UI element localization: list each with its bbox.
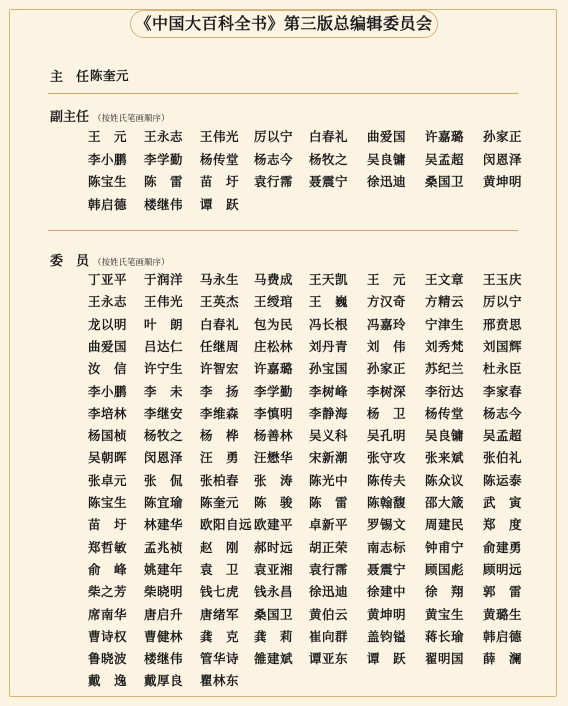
member-name: 黄坤明 [367,606,407,622]
vice-chair-name: 王 元 [88,129,128,144]
member-name: 任继周 [200,338,240,354]
vice-chair-name: 杨志今 [254,151,294,167]
member-name: 钱七虎 [200,584,240,600]
vice-chair-name: 王伟光 [200,129,240,144]
member-name: 马费成 [254,272,294,287]
member-name: 吴良镛 [425,428,465,444]
vice-chair-name: 楼继伟 [144,196,184,212]
member-name: 陈 雷 [309,495,349,510]
member-name: 龙以明 [88,316,128,332]
member-name: 李家春 [483,383,523,399]
member-name: 钟甫宁 [425,539,465,555]
member-name: 刘秀梵 [425,338,465,354]
member-name: 曲爱国 [88,338,128,354]
members-label-text: 委 员 [50,254,90,269]
member-name: 席南华 [88,606,128,622]
member-name: 吴朝晖 [88,450,128,466]
member-name: 谭亚东 [309,651,349,667]
vice-chair-name: 杨牧之 [309,151,349,167]
member-name: 苏纪兰 [425,361,465,377]
member-name: 杨 卫 [367,405,407,421]
member-name: 戴 逸 [88,673,128,689]
member-name: 李衍达 [425,383,465,399]
member-name: 张 侃 [144,472,184,488]
member-name: 李学勤 [254,383,294,399]
member-name: 王天凯 [309,272,349,287]
member-name: 闵恩泽 [144,450,184,466]
member-name: 马永生 [200,272,240,287]
vice-chair-name: 曲爱国 [367,129,407,144]
vice-chair-name: 谭 跃 [200,196,240,212]
member-name: 李维森 [200,405,240,421]
member-name: 赵 刚 [200,539,240,555]
vice-chairs-label-text: 副主任 [50,110,90,125]
member-name: 杨国桢 [88,428,128,444]
vice-chair-name: 陈宝生 [88,174,128,189]
member-name: 厉以宁 [483,294,523,310]
vice-chair-name: 李学勤 [144,151,184,167]
member-name: 柴晓明 [144,584,184,600]
member-name: 刘 伟 [367,338,407,354]
member-name: 雒建斌 [254,651,294,667]
member-name: 李树深 [367,383,407,399]
member-name: 唐启升 [144,606,184,622]
vice-chair-name: 黄坤明 [483,174,523,189]
member-name: 郭 雷 [483,584,523,600]
member-name: 徐建中 [367,584,407,600]
member-name: 吕达仁 [144,338,184,354]
member-name: 包为民 [254,316,294,332]
member-name: 卓新平 [309,517,349,533]
vice-chair-name: 陈 雷 [144,174,184,189]
member-name: 汪 勇 [200,450,240,466]
member-name: 郝时远 [254,539,294,555]
member-name: 许宁生 [144,361,184,377]
vice-chair-name: 吴良镛 [367,151,407,167]
member-name: 王文章 [425,272,465,287]
member-name: 瞿林东 [200,673,240,689]
member-name: 桑国卫 [254,606,294,622]
member-name: 方精云 [425,294,465,310]
vice-chair-name: 许嘉璐 [425,129,465,144]
member-name: 南志标 [367,539,407,555]
member-name: 叶 朗 [144,316,184,332]
members-note: （按姓氏笔画顺序） [93,258,170,268]
member-name: 陈传夫 [367,472,407,488]
member-name: 唐绪军 [200,606,240,622]
member-name: 汝 信 [88,361,128,377]
member-name: 袁行霈 [309,561,349,577]
member-name: 白春礼 [200,316,240,332]
chair-label [50,66,89,85]
member-name: 陈宝生 [88,495,128,510]
member-name: 陈运泰 [483,472,523,488]
vice-chair-name: 袁行霈 [254,174,294,189]
member-name: 陈光中 [309,472,349,488]
member-name: 林建华 [144,517,184,533]
member-name: 曹诗权 [88,628,128,644]
member-name: 冯嘉玲 [367,316,407,332]
vice-chair-name: 吴孟超 [425,151,465,167]
member-name: 杨善林 [254,428,294,444]
member-name: 李 扬 [200,383,240,399]
member-name: 徐迅迪 [309,584,349,600]
member-name: 徐 翔 [425,584,465,600]
vice-chair-name: 闵恩泽 [483,151,523,167]
member-name: 杨传堂 [425,405,465,421]
member-name: 杨志今 [483,405,523,421]
member-name: 蒋长瑜 [425,628,465,644]
member-name: 胡正荣 [309,539,349,555]
member-name: 李 未 [144,383,184,399]
vice-chair-name: 厉以宁 [254,129,294,144]
member-name: 陈宜瑜 [144,495,184,510]
vice-chair-name: 桑国卫 [425,174,465,189]
member-name: 杨牧之 [144,428,184,444]
member-name: 陈众议 [425,472,465,488]
member-name: 李慎明 [254,405,294,421]
member-name: 王永志 [88,294,128,310]
member-name: 管华诗 [200,651,240,667]
member-name: 孙宝国 [309,361,349,377]
member-name: 陈 骏 [254,495,294,510]
member-name: 顾明远 [483,561,523,577]
member-name: 李培林 [88,405,128,421]
member-name: 邵大箴 [425,495,465,510]
member-name: 王 元 [367,272,407,287]
member-name: 王绶琯 [254,294,294,310]
member-name: 宋新潮 [309,450,349,466]
chair-label-text: 主 任 [50,70,90,85]
member-name: 顾国彪 [425,561,465,577]
vice-chair-name: 李小鹏 [88,151,128,167]
member-name: 柴之芳 [88,584,128,600]
member-name: 宁津生 [425,316,465,332]
member-name: 鲁晓波 [88,651,128,667]
member-name: 于润洋 [144,272,184,287]
member-name: 方汉奇 [367,294,407,310]
member-name: 王 巍 [309,294,349,310]
member-name: 李静海 [309,405,349,421]
member-name: 张守攻 [367,450,407,466]
member-name: 李继安 [144,405,184,421]
member-name: 龚 莉 [254,628,294,644]
member-name: 李小鹏 [88,383,128,399]
member-name: 武 寅 [483,495,523,510]
member-name: 吴孟超 [483,428,523,444]
member-name: 张来斌 [425,450,465,466]
member-name: 黄宝生 [425,606,465,622]
member-name: 罗锡文 [367,517,407,533]
vice-chair-name: 徐迅迪 [367,174,407,189]
member-name: 许嘉璐 [254,361,294,377]
member-name: 陈奎元 [200,495,240,510]
member-name: 韩启德 [483,628,523,644]
page-title: 《中国大百科全书》第三版总编辑委员会 [130,10,438,38]
member-name: 吴孔明 [367,428,407,444]
member-name: 王玉庆 [483,272,523,287]
vice-chair-name: 苗 圩 [200,174,240,189]
member-name: 钱永昌 [254,584,294,600]
member-name: 张柏春 [200,472,240,488]
member-name: 张卓元 [88,472,128,488]
member-name: 陈翰馥 [367,495,407,510]
member-name: 袁 卫 [200,561,240,577]
member-name: 翟明国 [425,651,465,667]
member-name: 郑 度 [483,517,523,533]
member-name: 庄松林 [254,338,294,354]
member-name: 黄璐生 [483,606,523,622]
member-name: 龚 克 [200,628,240,644]
members-label [50,250,170,269]
member-name: 盖钧镒 [367,628,407,644]
member-name: 戴厚良 [144,673,184,689]
member-name: 杨 桦 [200,428,240,444]
member-name: 楼继伟 [144,651,184,667]
member-name: 张伯礼 [483,450,523,466]
member-name: 冯长根 [309,316,349,332]
divider-top [48,93,518,94]
member-name: 刘国辉 [483,338,523,354]
vice-chair-name: 白春礼 [309,129,349,144]
member-name: 杜永臣 [483,361,523,377]
member-name: 欧阳自远 [200,517,253,533]
member-name: 李树峰 [309,383,349,399]
member-name: 聂震宁 [367,561,407,577]
member-name: 苗 圩 [88,517,128,533]
member-name: 谭 跃 [367,651,407,667]
member-name: 郑哲敏 [88,539,128,555]
member-name: 姚建年 [144,561,184,577]
member-name: 许智宏 [200,361,240,377]
vice-chair-name: 杨传堂 [200,151,240,167]
member-name: 曹健林 [144,628,184,644]
member-name: 王伟光 [144,294,184,310]
vice-chair-name: 孙家正 [483,129,523,144]
member-name: 吴义科 [309,428,349,444]
member-name: 崔向群 [309,628,349,644]
member-name: 王英杰 [200,294,240,310]
member-name: 邢贲思 [483,316,523,332]
member-name: 欧建平 [254,517,294,533]
vice-chair-name: 韩启德 [88,196,128,212]
member-name: 刘丹青 [309,338,349,354]
member-name: 丁亚平 [88,272,128,287]
vice-chair-name: 王永志 [144,129,184,144]
member-name: 俞 峰 [88,561,128,577]
member-name: 周建民 [425,517,465,533]
vice-chair-name: 聂震宁 [309,174,349,189]
member-name: 孙家正 [367,361,407,377]
member-name: 汪懋华 [254,450,294,466]
vice-chairs-note: （按姓氏笔画顺序） [93,114,170,124]
member-name: 黄伯云 [309,606,349,622]
member-name: 袁亚湘 [254,561,294,577]
member-name: 孟兆祯 [144,539,184,555]
vice-chairs-label [50,106,170,125]
member-name: 俞建勇 [483,539,523,555]
member-name: 薛 澜 [483,651,523,667]
divider-middle [48,230,518,231]
member-name: 张 涛 [254,472,294,488]
chair-name: 陈奎元 [90,68,130,83]
